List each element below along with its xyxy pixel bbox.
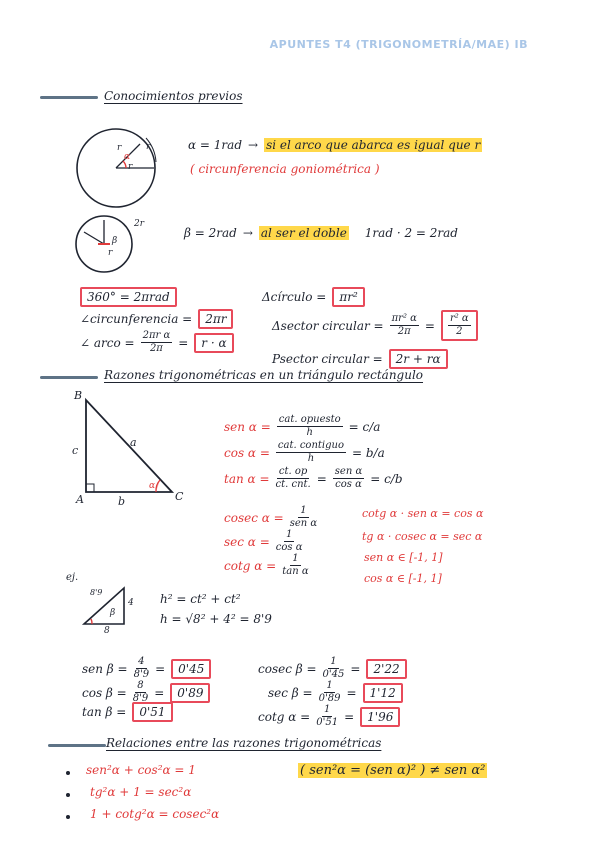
fraction	[290, 505, 317, 530]
boxed-result	[441, 310, 478, 341]
denominator: 2	[456, 326, 463, 337]
radius-label: r	[108, 248, 113, 258]
denominator: cos α	[275, 542, 303, 553]
radian-definition	[188, 138, 482, 152]
numerator: 1	[326, 680, 333, 691]
section-divider	[40, 96, 98, 99]
fraction	[333, 466, 364, 491]
formula-lhs: sec β =	[268, 685, 313, 700]
bullet	[66, 815, 70, 819]
fraction	[141, 330, 173, 355]
vertex-B: B	[74, 389, 83, 402]
boxed-result: r · α	[194, 333, 233, 353]
fraction	[276, 529, 303, 554]
sector-perimeter-formula	[272, 349, 448, 369]
denominator: tan α	[282, 566, 309, 577]
numerator: ct. op	[278, 466, 308, 477]
fraction	[316, 704, 338, 729]
example-cotangent	[258, 704, 400, 729]
formula-lhs: cotg α =	[258, 709, 311, 724]
ratio: = b/a	[351, 445, 385, 460]
sine-definition	[224, 414, 380, 439]
example-label: ej.	[66, 572, 79, 583]
boxed-result: πr²	[332, 287, 364, 307]
radian-explanation: si el arco que abarca es igual que r	[266, 138, 481, 152]
bullet	[66, 793, 70, 797]
ratio: = c/a	[348, 419, 381, 434]
boxed-result: 1'12	[363, 683, 403, 703]
denominator: 8'9	[133, 669, 150, 680]
numerator: 4	[138, 656, 145, 667]
numerator: 2πr α	[142, 330, 171, 341]
numerator: 1	[323, 704, 331, 715]
fraction	[276, 466, 311, 491]
denominator: 2π	[149, 343, 163, 354]
pythagoras-equation: h² = ct² + ct²	[160, 592, 241, 606]
equals: =	[316, 471, 327, 486]
formula-lhs: ∠circunferencia =	[80, 312, 193, 326]
circumference-formula	[80, 309, 233, 329]
formula-lhs: sen β =	[82, 661, 128, 676]
unit-circle-diagram	[68, 122, 168, 222]
section-divider	[48, 744, 106, 747]
sector-area-formula	[272, 310, 478, 341]
cosine-definition	[224, 440, 385, 465]
denominator: sen α	[289, 518, 318, 529]
cotangent-definition	[224, 553, 309, 578]
sine-lhs: sen α =	[224, 419, 271, 434]
double-explanation: al ser el doble	[260, 226, 347, 240]
pythagorean-identity: sen²α + cos²α = 1	[86, 763, 196, 777]
denominator: cos α	[335, 479, 362, 490]
cotangent-identity: 1 + cotg²α = cosec²α	[90, 807, 220, 821]
section-divider	[40, 376, 98, 379]
boxed-result: 2r + rα	[389, 349, 448, 369]
numerator: 1	[330, 656, 337, 667]
cosine-lhs: cos α =	[224, 445, 270, 460]
range-statement: sen α ∈ [-1, 1]	[364, 551, 443, 564]
unit-circle-note: ( circunferencia goniométrica )	[190, 162, 380, 176]
numerator: πr² α	[391, 313, 417, 324]
denominator: 2π	[397, 326, 411, 337]
side-c: c	[72, 444, 79, 457]
numerator: 1	[292, 553, 299, 564]
cosecant-lhs: cosec α =	[224, 510, 284, 525]
fraction	[277, 414, 343, 439]
angle-beta-label: β	[110, 608, 116, 618]
circle-area-formula	[262, 287, 365, 307]
equals: =	[155, 661, 166, 676]
alpha-radian: α = 1rad	[188, 138, 242, 152]
degree-radian-formula	[80, 287, 177, 307]
secant-lhs: sec α =	[224, 534, 270, 549]
section-title-prior-knowledge: Conocimientos previos	[104, 89, 243, 103]
tangent-definition	[224, 466, 403, 491]
identity: cotg α · sen α = cos α	[362, 507, 484, 520]
formula-lhs: Δsector circular =	[272, 318, 384, 333]
vertex-A: A	[76, 493, 84, 506]
boxed-result: 0'45	[171, 659, 211, 679]
angle-alpha-label: α	[149, 481, 156, 491]
side-b: b	[118, 495, 126, 508]
boxed-formula: 360° = 2πrad	[80, 287, 177, 307]
fraction	[323, 656, 345, 681]
arrow-right-icon: →	[242, 226, 253, 240]
formula-lhs: cosec β =	[258, 661, 317, 676]
numerator: sen α	[334, 466, 363, 477]
hypotenuse-calc: h = √8² + 4² = 8'9	[160, 612, 272, 626]
leg-label: 8	[104, 626, 110, 636]
numerator: 8	[137, 680, 144, 691]
section-title-relations: Relaciones entre las razones trigonométricas	[106, 736, 382, 750]
denominator: h	[306, 427, 313, 438]
bullet	[66, 771, 70, 775]
boxed-result: 1'96	[360, 707, 400, 727]
range-statement: cos α ∈ [-1, 1]	[364, 572, 442, 585]
equals: =	[346, 685, 357, 700]
radius-label: r	[128, 162, 133, 172]
identity: tg α · cosec α = sec α	[362, 530, 483, 543]
numerator: r² α	[449, 313, 469, 324]
leg-label: 4	[128, 598, 134, 608]
denominator: h	[307, 453, 315, 464]
section-title-trig-ratios: Razones trigonométricas en un triángulo rectángulo	[104, 368, 424, 382]
radius-label: r	[117, 143, 122, 153]
numerator: cat. contiguo	[277, 440, 344, 451]
boxed-result: 2πr	[198, 309, 233, 329]
equals: =	[424, 318, 435, 333]
denominator: 0'45	[322, 669, 345, 680]
double-radian-definition	[184, 226, 458, 240]
fraction	[134, 656, 149, 681]
tangent-identity: tg²α + 1 = sec²α	[90, 785, 192, 799]
cotangent-lhs: cotg α =	[224, 558, 277, 573]
fraction	[276, 440, 346, 465]
equals: =	[344, 709, 355, 724]
cosecant-definition	[224, 505, 317, 530]
secant-definition	[224, 529, 302, 554]
arc-label: r	[146, 142, 151, 152]
example-cosecant	[258, 656, 407, 681]
page-header: APUNTES T4 (TRIGONOMETRÍA/MAE) IB	[269, 38, 528, 51]
formula-lhs: Psector circular =	[272, 352, 383, 366]
beta-radian: β = 2rad	[184, 226, 237, 240]
arrow-right-icon: →	[248, 138, 259, 152]
notation-note	[298, 763, 487, 778]
arc-length-formula	[80, 330, 234, 355]
boxed-result: 0'51	[132, 702, 172, 722]
denominator: 0'51	[316, 717, 339, 728]
denominator: 0'89	[318, 693, 341, 704]
vertex-C: C	[175, 490, 184, 503]
formula-lhs: tan β =	[82, 705, 127, 719]
equals: =	[350, 661, 361, 676]
fraction	[319, 680, 341, 705]
boxed-result: 2'22	[366, 659, 406, 679]
numerator: 1	[300, 505, 307, 516]
tangent-lhs: tan α =	[224, 471, 270, 486]
boxed-result: 0'89	[170, 683, 210, 703]
denominator: ct. cnt.	[275, 479, 311, 490]
numerator: 1	[285, 529, 293, 540]
formula-lhs: Δcírculo =	[262, 290, 327, 304]
double-calc: 1rad · 2 = 2rad	[364, 226, 458, 240]
arc-label: 2r	[134, 219, 145, 229]
formula-lhs: ∠ arco =	[80, 335, 135, 350]
example-sine	[82, 656, 211, 681]
side-a: a	[130, 436, 137, 449]
angle-alpha-label: α	[124, 152, 131, 162]
hypotenuse-label: 8'9	[90, 588, 103, 597]
equals: =	[154, 685, 165, 700]
angle-beta-label: β	[112, 236, 118, 246]
numerator: cat. opuesto	[278, 414, 341, 425]
fraction	[282, 553, 308, 578]
ratio: = c/b	[370, 471, 403, 486]
example-secant	[268, 680, 403, 705]
highlighted-note: ( sen²α = (sen α)² ) ≠ sen α²	[300, 763, 486, 778]
formula-lhs: cos β =	[82, 685, 127, 700]
denominator: 8'9	[132, 693, 149, 704]
example-tangent	[82, 702, 173, 722]
fraction	[390, 313, 419, 338]
equals: =	[178, 335, 189, 350]
